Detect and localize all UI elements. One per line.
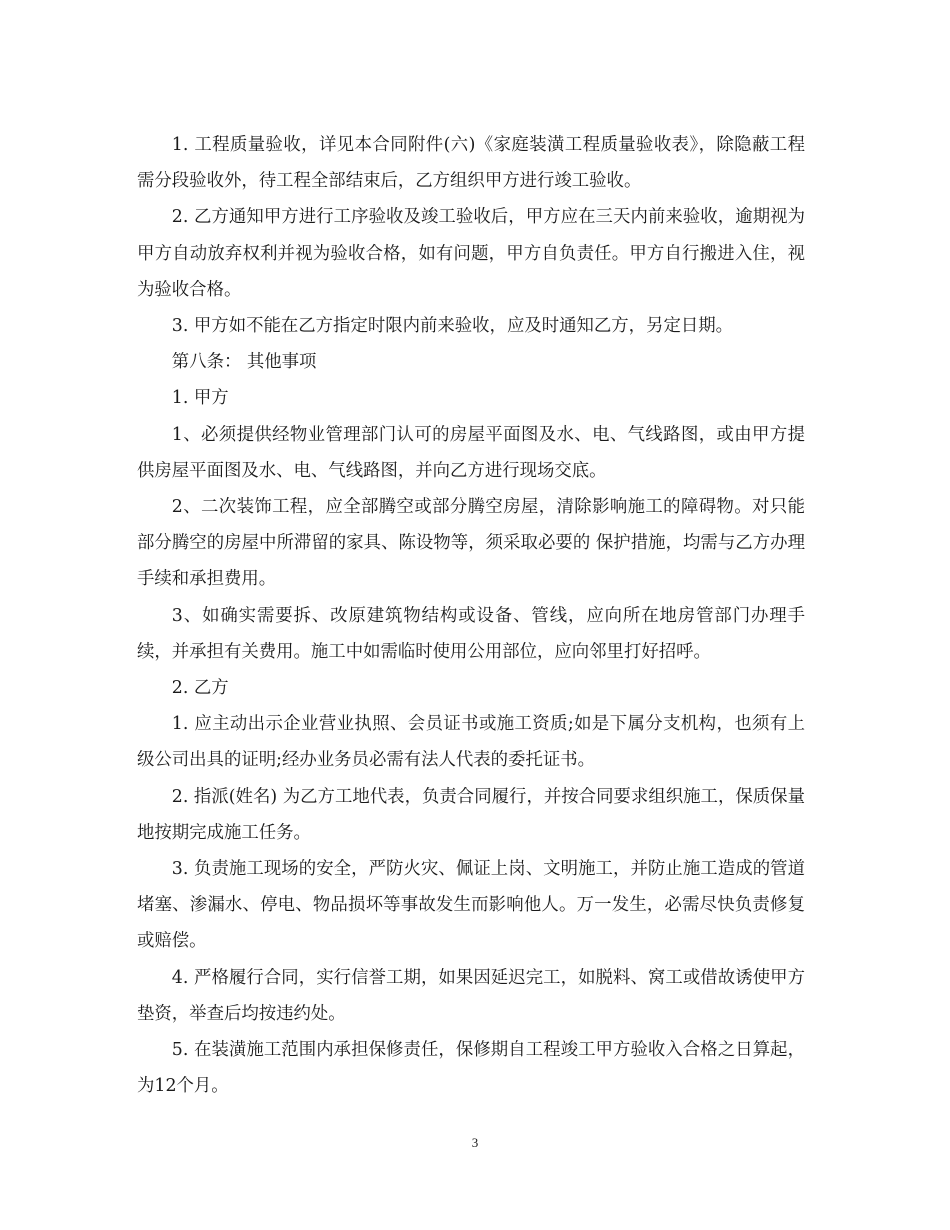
paragraph-party-a-1: 1、必须提供经物业管理部门认可的房屋平面图及水、电、气线路图，或由甲方提供房屋平面图及水、电、气线路图，并向乙方进行现场交底。 xyxy=(137,424,805,481)
page-number: 3 xyxy=(471,1135,479,1150)
paragraph-acceptance-2: 2. 乙方通知甲方进行工序验收及竣工验收后，甲方应在三天内前来验收，逾期视为甲方自动放弃权利并视为验收合格，如有问题，甲方自负责任。甲方自行搬进入住，视为验收合格。 xyxy=(137,207,805,300)
subheading-party-b: 2. 乙方 xyxy=(171,678,229,699)
document-body xyxy=(137,127,805,1104)
section-heading-article-8: 第八条： 其他事项 xyxy=(171,352,317,373)
paragraph-party-a-3: 3、如确实需要拆、改原建筑物结构或设备、管线，应向所在地房管部门办理手续，并承担有关费用。施工中如需临时使用公用部位，应向邻里打好招呼。 xyxy=(137,605,805,662)
paragraph-party-b-2: 2. 指派(姓名) 为乙方工地代表，负责合同履行，并按合同要求组织施工，保质保量地按期完成施工任务。 xyxy=(137,786,805,843)
paragraph-party-a-2: 2、二次装饰工程，应全部腾空或部分腾空房屋，清除影响施工的障碍物。对只能部分腾空的房屋中所滞留的家具、陈设物等，须采取必要的 保护措施，均需与乙方办理手续和承担费用。 xyxy=(137,497,805,590)
paragraph-acceptance-3: 3. 甲方如不能在乙方指定时限内前来验收，应及时通知乙方，另定日期。 xyxy=(171,316,734,337)
paragraph-party-b-5: 5. 在装潢施工范围内承担保修责任，保修期自工程竣工甲方验收入合格之日算起，为12个月。 xyxy=(137,1040,805,1097)
paragraph-party-b-1: 1. 应主动出示企业营业执照、会员证书或施工资质;如是下属分支机构，也须有上级公司出具的证明;经办业务员必需有法人代表的委托证书。 xyxy=(137,714,805,771)
paragraph-party-b-4: 4. 严格履行合同，实行信誉工期，如果因延迟完工，如脱料、窝工或借故诱使甲方垫资，举查后均按违约处。 xyxy=(137,967,805,1024)
paragraph-acceptance-1: 1. 工程质量验收，详见本合同附件(六)《家庭装潢工程质量验收表》，除隐蔽工程需分段验收外，待工程全部结束后，乙方组织甲方进行竣工验收。 xyxy=(137,135,805,192)
subheading-party-a: 1. 甲方 xyxy=(171,388,229,409)
paragraph-party-b-3: 3. 负责施工现场的安全，严防火灾、佩证上岗、文明施工，并防止施工造成的管道堵塞、渗漏水、停电、物品损坏等事故发生而影响他人。万一发生，必需尽快负责修复或赔偿。 xyxy=(137,859,805,952)
